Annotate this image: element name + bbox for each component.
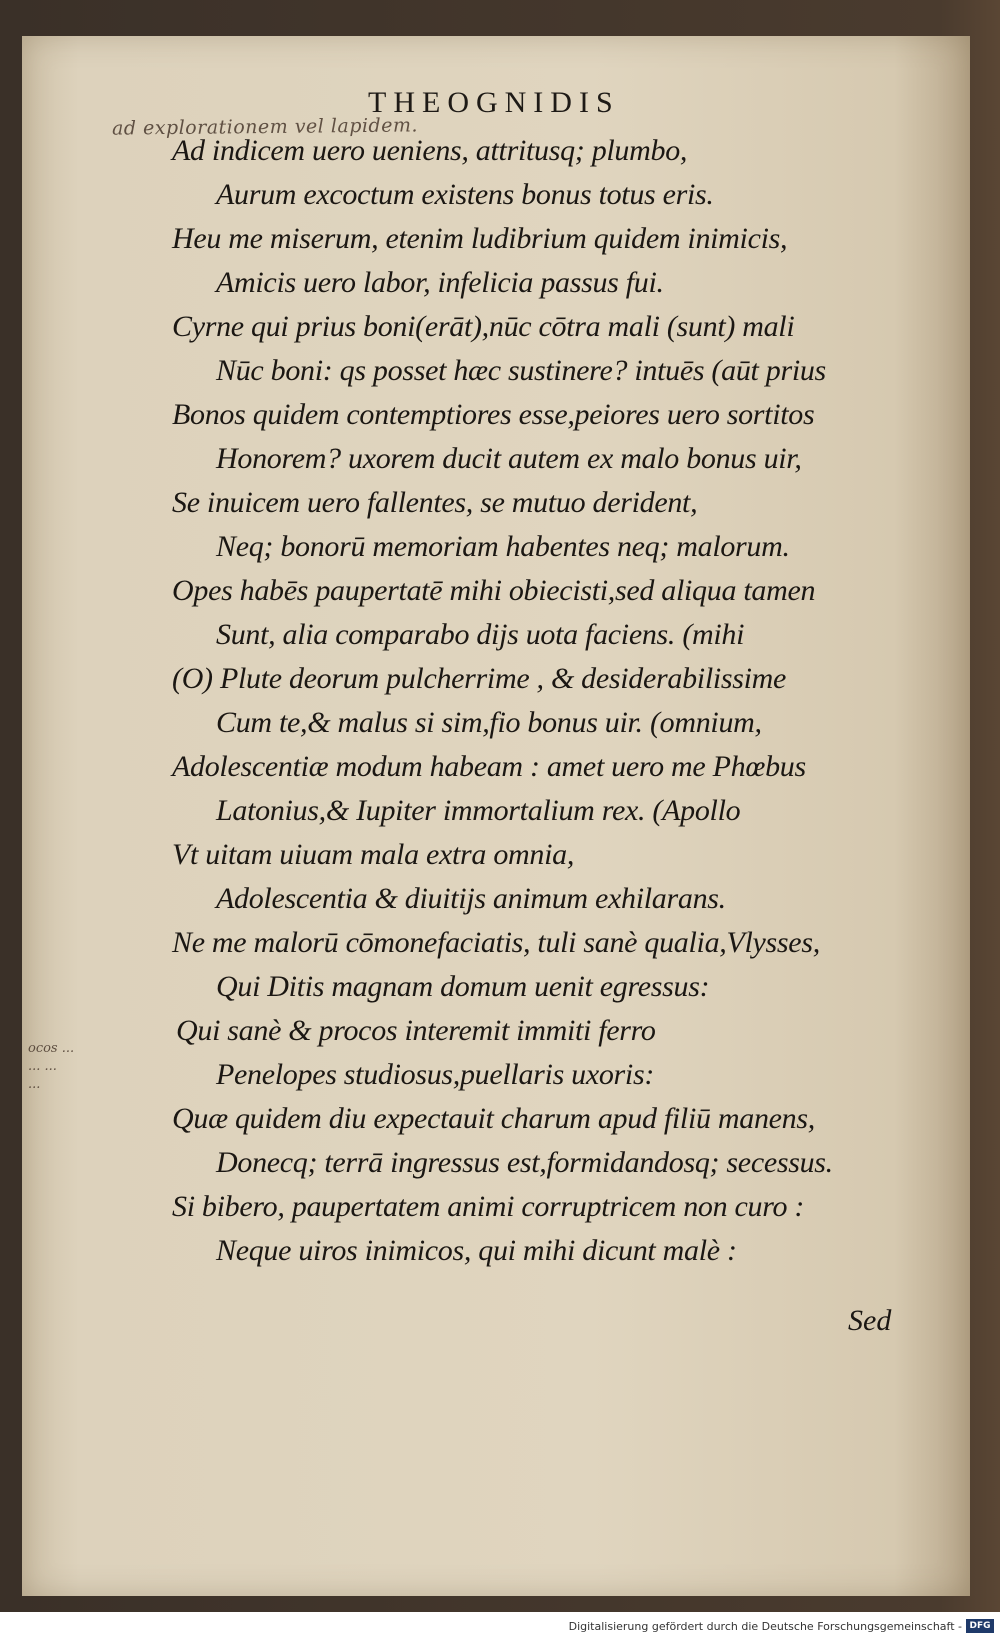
verse-line: Se inuicem uero fallentes, se mutuo derident, (172, 486, 698, 519)
verse-line: Latonius,& Iupiter immortalium rex. (Apollo (216, 794, 741, 827)
verse-line: Ne me malorū cōmonefaciatis, tuli sanè qualia,Vlysses, (172, 926, 820, 959)
verse-line: Vt uitam uiuam mala extra omnia, (172, 838, 575, 871)
verse-line: Ad indicem uero ueniens, attritusq; plumbo, (172, 134, 688, 167)
verse-line: Si bibero, paupertatem animi corruptricem non curo : (172, 1190, 805, 1223)
verse-line: Aurum excoctum existens bonus totus eris. (216, 178, 714, 211)
verse-line: Opes habēs paupertatē mihi obiecisti,sed aliqua tamen (172, 574, 816, 607)
verse-line: Amicis uero labor, infelicia passus fui. (216, 266, 664, 299)
digitization-footer (0, 1612, 1000, 1640)
verse-line: (O) Plute deorum pulcherrime , & desiderabilissime (172, 662, 787, 695)
dfg-logo: DFG (966, 1619, 994, 1633)
verse-line: Sunt, alia comparabo dijs uota faciens. (mihi (216, 618, 745, 651)
verse-line: Cum te,& malus si sim,fio bonus uir. (omnium, (216, 706, 762, 739)
footer-credit: Digitalisierung gefördert durch die Deutsche Forschungsgemeinschaft - (568, 1620, 962, 1633)
verse-line: Neque uiros inimicos, qui mihi dicunt malè : (216, 1234, 737, 1267)
verse-line: Heu me miserum, etenim ludibrium quidem inimicis, (172, 222, 788, 255)
verse-line: Bonos quidem contemptiores esse,peiores uero sortitos (172, 398, 815, 431)
catchword: Sed (848, 1304, 892, 1337)
verse-line: Neq; bonorū memoriam habentes neq; malorum. (216, 530, 790, 563)
margin-note-line: ... ... (28, 1059, 57, 1074)
margin-note-line: ... (28, 1077, 41, 1092)
manuscript-annotation-top: ad explorationem vel lapidem. (111, 114, 419, 140)
verse-line: Adolescentiæ modum habeam : amet uero me Phœbus (172, 750, 806, 783)
verse-line: Honorem? uxorem ducit autem ex malo bonus uir, (216, 442, 802, 475)
verse-line: Donecq; terrā ingressus est,formidandosq; secessus. (216, 1146, 833, 1179)
verse-line: Penelopes studiosus,puellaris uxoris: (216, 1058, 655, 1091)
running-header: THEOGNIDIS (368, 86, 620, 119)
verse-line: Qui Ditis magnam domum uenit egressus: (216, 970, 710, 1003)
verse-line: Quæ quidem diu expectauit charum apud filiū manens, (172, 1102, 815, 1135)
verse-line: Nūc boni: qs posset hæc sustinere? intuēs (aūt prius (216, 354, 826, 387)
verse-line: Adolescentia & diuitijs animum exhilarans. (216, 882, 726, 915)
verse-line: Qui sanè & procos interemit immiti ferro (176, 1014, 656, 1047)
margin-note-line: ocos ... (28, 1041, 75, 1056)
verse-line: Cyrne qui prius boni(erāt),nūc cōtra mali (sunt) mali (172, 310, 795, 343)
